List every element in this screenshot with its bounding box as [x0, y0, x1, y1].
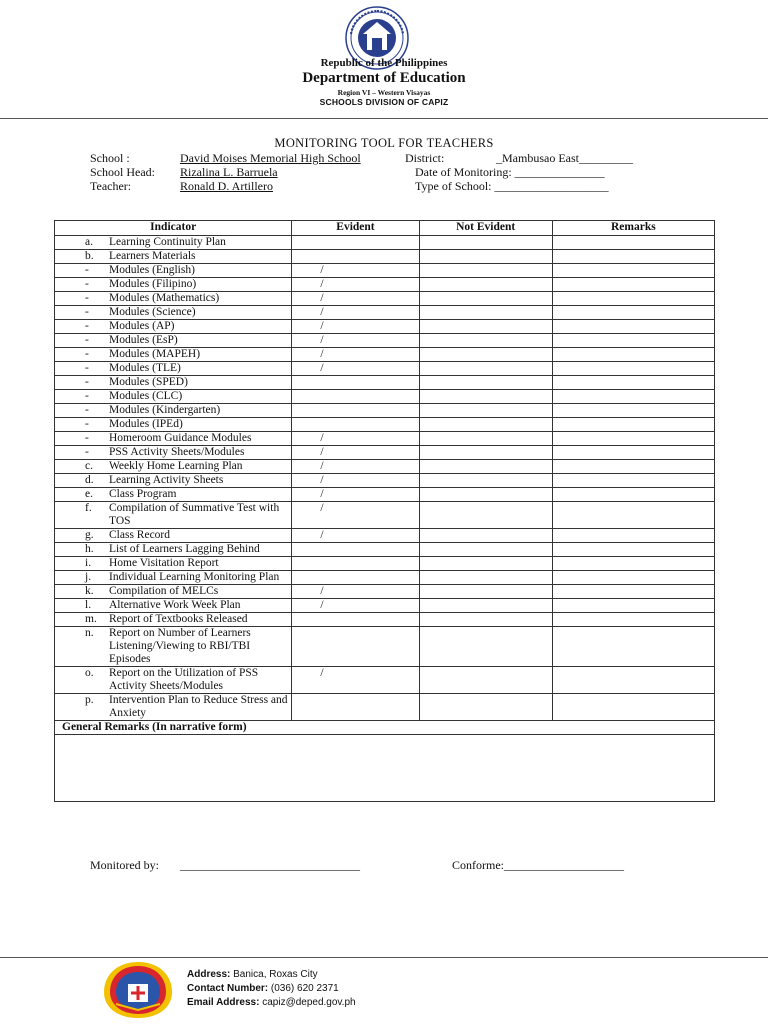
- table-row: [55, 376, 715, 390]
- evident-cell[interactable]: /: [292, 362, 419, 376]
- indicator-text: Modules (IPEd): [109, 418, 183, 430]
- indicator-cell: [55, 418, 292, 432]
- remarks-cell[interactable]: [552, 390, 714, 404]
- school-value: David Moises Memorial High School: [180, 151, 361, 165]
- evident-cell[interactable]: /: [292, 334, 419, 348]
- not-evident-cell[interactable]: [419, 236, 552, 250]
- monitored-by-label: Monitored by:: [90, 858, 159, 872]
- teacher-label: Teacher:: [90, 179, 132, 193]
- school-label: School :: [90, 151, 130, 165]
- evident-cell[interactable]: /: [292, 474, 419, 488]
- indicator-mark: -: [85, 320, 89, 332]
- indicator-text: Report on Number of Learners Listening/Viewing to RBI/TBI Episodes: [109, 627, 251, 665]
- indicator-mark: a.: [85, 236, 93, 248]
- email-value[interactable]: capiz@deped.gov.ph: [262, 997, 356, 1008]
- indicator-cell: [55, 292, 292, 306]
- general-remarks-body-row: [55, 735, 715, 802]
- indicator-cell: [55, 529, 292, 543]
- indicator-cell: [55, 348, 292, 362]
- teacher-value: Ronald D. Artillero: [180, 179, 273, 193]
- indicator-mark: -: [85, 334, 89, 346]
- not-evident-cell[interactable]: [419, 446, 552, 460]
- remarks-cell[interactable]: [552, 362, 714, 376]
- indicator-text: Report on the Utilization of PSS Activity Sheets/Modules: [109, 667, 259, 692]
- indicator-text: Learning Continuity Plan: [109, 236, 226, 248]
- table-row: [55, 667, 715, 694]
- evident-cell[interactable]: /: [292, 432, 419, 446]
- indicator-text: Class Record: [109, 529, 171, 541]
- indicator-text: Modules (Mathematics): [109, 292, 220, 304]
- evident-cell[interactable]: /: [292, 599, 419, 613]
- indicator-cell: [55, 390, 292, 404]
- evident-cell[interactable]: [292, 613, 419, 627]
- not-evident-cell[interactable]: [419, 418, 552, 432]
- indicator-mark: c.: [85, 460, 93, 472]
- indicator-mark: -: [85, 446, 89, 458]
- district-label: District:: [405, 151, 445, 165]
- remarks-cell[interactable]: [552, 334, 714, 348]
- remarks-cell[interactable]: [552, 557, 714, 571]
- division-heading: SCHOOLS DIVISION OF CAPIZ: [319, 97, 449, 107]
- table-row: [55, 306, 715, 320]
- table-row: [55, 404, 715, 418]
- table-row: [55, 599, 715, 613]
- not-evident-cell[interactable]: [419, 292, 552, 306]
- remarks-cell[interactable]: [552, 694, 714, 721]
- division-logo: [102, 960, 174, 1020]
- indicator-text: List of Learners Lagging Behind: [109, 543, 260, 555]
- indicator-cell: [55, 376, 292, 390]
- remarks-cell[interactable]: [552, 613, 714, 627]
- indicator-mark: p.: [85, 694, 94, 706]
- table-row: [55, 348, 715, 362]
- remarks-cell[interactable]: [552, 320, 714, 334]
- indicator-mark: -: [85, 418, 89, 430]
- table-row: [55, 418, 715, 432]
- indicator-text: Weekly Home Learning Plan: [109, 460, 243, 472]
- evident-cell[interactable]: [292, 694, 419, 721]
- indicator-text: Modules (Kindergarten): [109, 404, 221, 416]
- indicator-mark: m.: [85, 613, 97, 625]
- header-divider: [0, 118, 768, 119]
- remarks-cell[interactable]: [552, 404, 714, 418]
- indicator-mark: k.: [85, 585, 94, 597]
- not-evident-cell[interactable]: [419, 320, 552, 334]
- monitored-by-line[interactable]: ______________________________: [180, 858, 360, 872]
- evident-cell[interactable]: /: [292, 264, 419, 278]
- indicator-text: Learning Activity Sheets: [109, 474, 224, 486]
- table-row: [55, 250, 715, 264]
- indicator-mark: -: [85, 306, 89, 318]
- indicator-mark: d.: [85, 474, 94, 486]
- indicator-text: Intervention Plan to Reduce Stress and Anxiety: [109, 694, 288, 719]
- general-remarks-header-row: [55, 721, 715, 735]
- not-evident-header: Not Evident: [419, 221, 552, 236]
- republic-heading: Republic of the Philippines: [320, 57, 448, 69]
- evident-cell[interactable]: /: [292, 667, 419, 694]
- indicator-mark: o.: [85, 667, 94, 679]
- footer-divider: [0, 957, 768, 958]
- evident-cell[interactable]: /: [292, 460, 419, 474]
- region-heading: Region VI – Western Visayas: [337, 88, 431, 97]
- indicator-cell: [55, 557, 292, 571]
- indicator-mark: b.: [85, 250, 94, 262]
- remarks-cell[interactable]: [552, 264, 714, 278]
- indicator-cell: [55, 446, 292, 460]
- indicator-text: PSS Activity Sheets/Modules: [109, 446, 245, 458]
- indicator-mark: -: [85, 432, 89, 444]
- indicator-cell: [55, 264, 292, 278]
- table-row: [55, 390, 715, 404]
- indicator-cell: [55, 571, 292, 585]
- contact-line: [187, 983, 339, 994]
- address-label: Address:: [187, 969, 231, 980]
- not-evident-cell[interactable]: [419, 694, 552, 721]
- evident-cell[interactable]: [292, 557, 419, 571]
- table-row: [55, 334, 715, 348]
- indicator-cell: [55, 334, 292, 348]
- indicator-text: Modules (English): [109, 264, 195, 276]
- not-evident-cell[interactable]: [419, 348, 552, 362]
- indicator-text: Compilation of MELCs: [109, 585, 219, 597]
- indicator-text: Class Program: [109, 488, 177, 500]
- indicator-mark: f.: [85, 502, 92, 514]
- evident-cell[interactable]: [292, 543, 419, 557]
- remarks-cell[interactable]: [552, 585, 714, 599]
- indicator-text: Alternative Work Week Plan: [109, 599, 241, 611]
- evident-header: Evident: [292, 221, 419, 236]
- indicator-text: Modules (Filipino): [109, 278, 197, 290]
- not-evident-cell[interactable]: [419, 613, 552, 627]
- indicator-text: Modules (SPED): [109, 376, 188, 388]
- indicator-mark: e.: [85, 488, 93, 500]
- contact-label: Contact Number:: [187, 983, 269, 994]
- general-remarks-label: General Remarks (In narrative form): [55, 721, 715, 735]
- indicator-text: Report of Textbooks Released: [109, 613, 248, 625]
- indicator-mark: -: [85, 376, 89, 388]
- not-evident-cell[interactable]: [419, 543, 552, 557]
- remarks-cell[interactable]: [552, 446, 714, 460]
- indicator-cell: [55, 627, 292, 667]
- not-evident-cell[interactable]: [419, 474, 552, 488]
- indicator-cell: [55, 404, 292, 418]
- general-remarks-field[interactable]: [55, 735, 715, 802]
- not-evident-cell[interactable]: [419, 404, 552, 418]
- indicator-cell: [55, 502, 292, 529]
- indicator-text: Individual Learning Monitoring Plan: [109, 571, 280, 583]
- remarks-cell[interactable]: [552, 571, 714, 585]
- remarks-cell[interactable]: [552, 529, 714, 543]
- indicator-text: Modules (MAPEH): [109, 348, 201, 360]
- school-head-label: School Head:: [90, 165, 155, 179]
- indicator-cell: [55, 488, 292, 502]
- remarks-cell[interactable]: [552, 292, 714, 306]
- table-row: [55, 362, 715, 376]
- remarks-cell[interactable]: [552, 278, 714, 292]
- remarks-cell[interactable]: [552, 667, 714, 694]
- table-row: [55, 320, 715, 334]
- indicator-text: Modules (EsP): [109, 334, 178, 346]
- indicator-cell: [55, 432, 292, 446]
- not-evident-cell[interactable]: [419, 306, 552, 320]
- indicator-cell: [55, 278, 292, 292]
- table-row: [55, 278, 715, 292]
- not-evident-cell[interactable]: [419, 264, 552, 278]
- indicator-mark: n.: [85, 627, 94, 639]
- table-row: [55, 585, 715, 599]
- indicator-mark: -: [85, 278, 89, 290]
- table-row: [55, 627, 715, 667]
- remarks-cell[interactable]: [552, 236, 714, 250]
- remarks-cell[interactable]: [552, 599, 714, 613]
- evident-cell[interactable]: [292, 390, 419, 404]
- table-row: [55, 432, 715, 446]
- indicator-cell: [55, 460, 292, 474]
- evident-cell[interactable]: [292, 236, 419, 250]
- evident-cell[interactable]: /: [292, 585, 419, 599]
- evident-cell[interactable]: /: [292, 292, 419, 306]
- remarks-cell[interactable]: [552, 460, 714, 474]
- evident-cell[interactable]: [292, 376, 419, 390]
- evident-cell[interactable]: [292, 418, 419, 432]
- table-row: [55, 474, 715, 488]
- indicator-cell: [55, 306, 292, 320]
- indicator-mark: -: [85, 390, 89, 402]
- not-evident-cell[interactable]: [419, 557, 552, 571]
- address-line: [187, 969, 318, 980]
- indicator-mark: h.: [85, 543, 94, 555]
- indicator-cell: [55, 599, 292, 613]
- remarks-cell[interactable]: [552, 627, 714, 667]
- not-evident-cell[interactable]: [419, 362, 552, 376]
- remarks-cell[interactable]: [552, 250, 714, 264]
- evident-cell[interactable]: [292, 250, 419, 264]
- table-row: [55, 264, 715, 278]
- conforme-field[interactable]: Conforme:____________________: [452, 858, 624, 872]
- evident-cell[interactable]: /: [292, 488, 419, 502]
- indicator-text: Modules (TLE): [109, 362, 181, 374]
- type-of-school-field: Type of School: ___________________: [415, 179, 609, 193]
- indicator-mark: -: [85, 292, 89, 304]
- form-title: MONITORING TOOL FOR TEACHERS: [274, 136, 494, 150]
- not-evident-cell[interactable]: [419, 432, 552, 446]
- not-evident-cell[interactable]: [419, 488, 552, 502]
- indicator-cell: [55, 543, 292, 557]
- indicator-cell: [55, 362, 292, 376]
- evident-cell[interactable]: [292, 627, 419, 667]
- table-header-row: [55, 221, 715, 236]
- indicator-cell: [55, 613, 292, 627]
- indicator-text: Modules (Science): [109, 306, 196, 318]
- indicator-mark: j.: [85, 571, 92, 583]
- table-row: [55, 502, 715, 529]
- remarks-cell[interactable]: [552, 432, 714, 446]
- evident-cell[interactable]: [292, 404, 419, 418]
- indicator-mark: g.: [85, 529, 94, 541]
- indicator-cell: [55, 585, 292, 599]
- indicator-mark: -: [85, 348, 89, 360]
- school-head-value: Rizalina L. Barruela: [180, 165, 278, 179]
- evident-cell[interactable]: /: [292, 306, 419, 320]
- email-line: [187, 997, 356, 1008]
- not-evident-cell[interactable]: [419, 627, 552, 667]
- not-evident-cell[interactable]: [419, 585, 552, 599]
- evident-cell[interactable]: /: [292, 502, 419, 529]
- indicator-mark: l.: [85, 599, 92, 611]
- remarks-cell[interactable]: [552, 543, 714, 557]
- remarks-cell[interactable]: [552, 488, 714, 502]
- table-row: [55, 488, 715, 502]
- not-evident-cell[interactable]: [419, 334, 552, 348]
- indicator-mark: -: [85, 264, 89, 276]
- table-row: [55, 557, 715, 571]
- indicator-text: Compilation of Summative Test with TOS: [109, 502, 280, 527]
- remarks-cell[interactable]: [552, 376, 714, 390]
- indicator-text: Learners Materials: [109, 250, 196, 262]
- evident-cell[interactable]: /: [292, 348, 419, 362]
- indicator-cell: [55, 474, 292, 488]
- indicator-cell: [55, 250, 292, 264]
- table-row: [55, 694, 715, 721]
- indicator-text: Modules (AP): [109, 320, 175, 332]
- table-row: [55, 292, 715, 306]
- table-row: [55, 529, 715, 543]
- table-row: [55, 236, 715, 250]
- date-of-monitoring-field: Date of Monitoring: _______________: [415, 165, 605, 179]
- email-label: Email Address:: [187, 997, 260, 1008]
- table-row: [55, 460, 715, 474]
- not-evident-cell[interactable]: [419, 529, 552, 543]
- indicator-cell: [55, 694, 292, 721]
- remarks-cell[interactable]: [552, 348, 714, 362]
- remarks-header: Remarks: [552, 221, 714, 236]
- not-evident-cell[interactable]: [419, 667, 552, 694]
- indicator-text: Homeroom Guidance Modules: [109, 432, 252, 444]
- contact-value: (036) 620 2371: [270, 983, 339, 994]
- evident-cell[interactable]: /: [292, 278, 419, 292]
- indicator-mark: i.: [85, 557, 92, 569]
- not-evident-cell[interactable]: [419, 599, 552, 613]
- table-row: [55, 446, 715, 460]
- not-evident-cell[interactable]: [419, 250, 552, 264]
- not-evident-cell[interactable]: [419, 390, 552, 404]
- indicator-mark: -: [85, 404, 89, 416]
- address-value: Banica, Roxas City: [233, 969, 318, 980]
- indicator-header: Indicator: [55, 221, 292, 236]
- monitoring-table: [54, 220, 715, 802]
- evident-cell[interactable]: [292, 571, 419, 585]
- evident-cell[interactable]: /: [292, 446, 419, 460]
- table-row: [55, 613, 715, 627]
- not-evident-cell[interactable]: [419, 502, 552, 529]
- district-value: _Mambusao East_________: [496, 151, 633, 165]
- evident-cell[interactable]: /: [292, 529, 419, 543]
- not-evident-cell[interactable]: [419, 376, 552, 390]
- not-evident-cell[interactable]: [419, 278, 552, 292]
- table-row: [55, 571, 715, 585]
- indicator-cell: [55, 320, 292, 334]
- indicator-cell: [55, 667, 292, 694]
- indicator-mark: -: [85, 362, 89, 374]
- indicator-text: Home Visitation Report: [109, 557, 219, 569]
- indicator-cell: [55, 236, 292, 250]
- evident-cell[interactable]: /: [292, 320, 419, 334]
- remarks-cell[interactable]: [552, 306, 714, 320]
- remarks-cell[interactable]: [552, 474, 714, 488]
- remarks-cell[interactable]: [552, 418, 714, 432]
- not-evident-cell[interactable]: [419, 460, 552, 474]
- remarks-cell[interactable]: [552, 502, 714, 529]
- table-row: [55, 543, 715, 557]
- not-evident-cell[interactable]: [419, 571, 552, 585]
- indicator-text: Modules (CLC): [109, 390, 183, 402]
- department-heading: Department of Education: [302, 70, 466, 86]
